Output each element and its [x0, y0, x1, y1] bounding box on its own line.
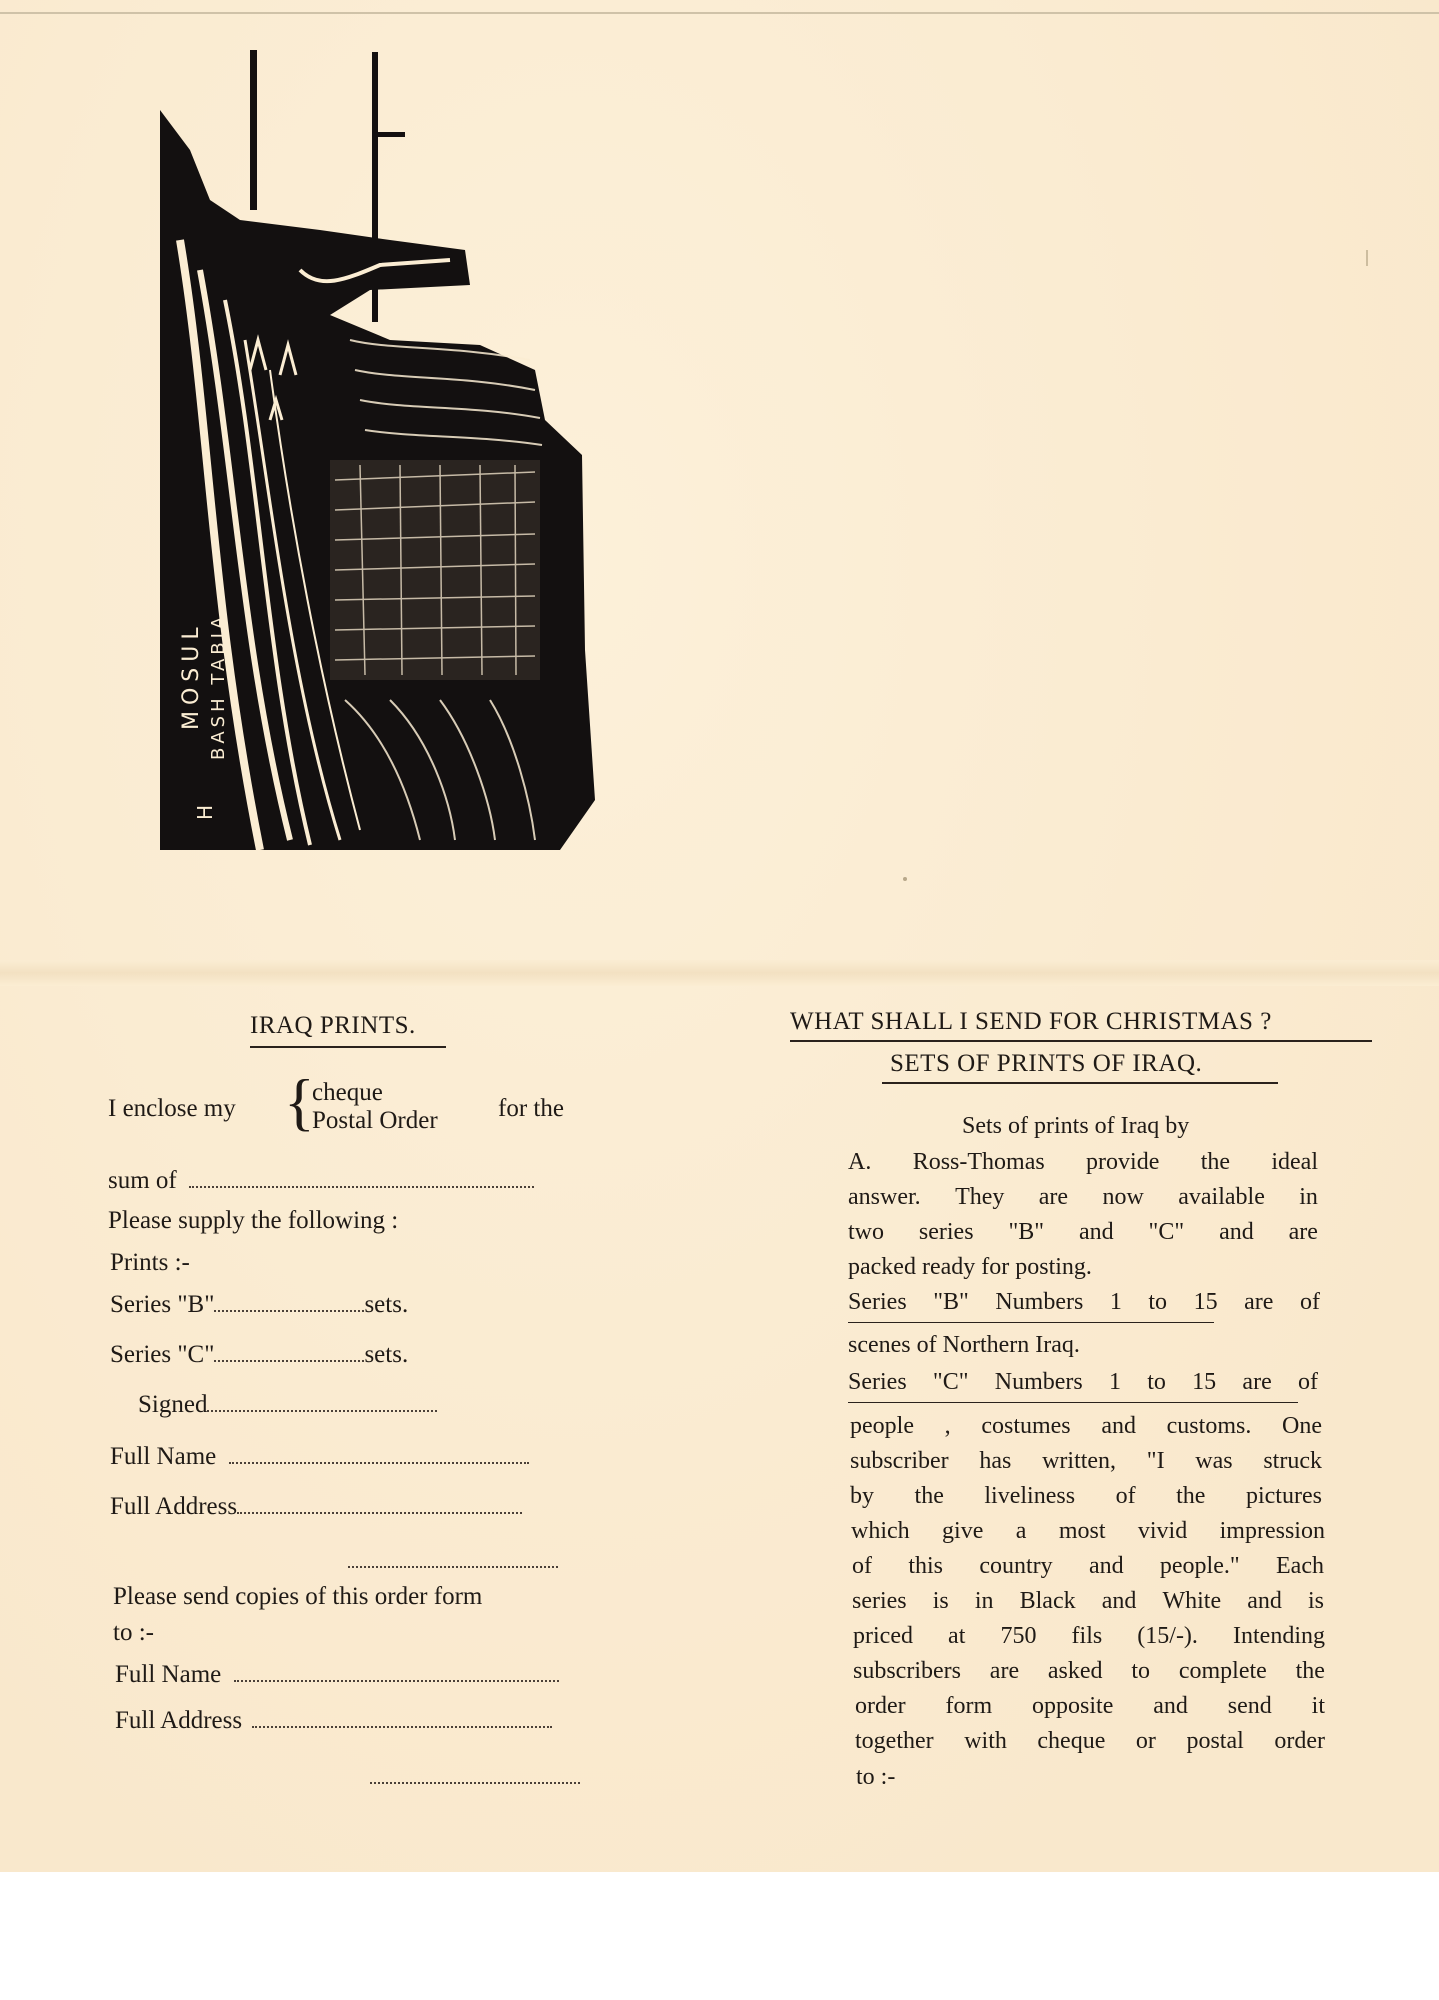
paper-fold [0, 960, 1439, 986]
paper-speck [903, 877, 907, 881]
signed-label: Signed [138, 1391, 208, 1418]
advert-title-underline [790, 1040, 1372, 1042]
recipient-full-name-field[interactable] [234, 1680, 559, 1682]
option-cheque: cheque [312, 1079, 383, 1106]
signature-field[interactable] [207, 1410, 437, 1412]
full-address-label: Full Address [110, 1493, 238, 1520]
recipient-full-address-field[interactable] [252, 1726, 552, 1728]
series-c-quantity-field[interactable] [214, 1360, 364, 1362]
advert-line: A. Ross-Thomas provide the ideal [848, 1149, 1318, 1175]
advert-rule [848, 1322, 1214, 1323]
full-name-field[interactable] [229, 1462, 529, 1464]
full-name-label: Full Name [110, 1443, 217, 1470]
advert-line: Series "B" Numbers 1 to 15 are of [848, 1289, 1320, 1315]
advert-line: priced at 750 fils (15/-). Intending [853, 1623, 1325, 1649]
full-address-field-line2[interactable] [348, 1566, 558, 1568]
enclose-suffix: for the [498, 1095, 564, 1122]
advert-line: by the liveliness of the pictures [850, 1483, 1322, 1509]
advert-line: of this country and people." Each [852, 1553, 1324, 1579]
paper-mark [1366, 250, 1368, 266]
order-form-title: IRAQ PRINTS. [250, 1012, 416, 1039]
advert-line: to :- [856, 1764, 896, 1790]
option-postal-order: Postal Order [312, 1107, 438, 1134]
supply-line: Please supply the following : [108, 1207, 399, 1234]
series-b-suffix: sets. [364, 1291, 409, 1318]
recipient-full-name-label: Full Name [115, 1661, 222, 1688]
advert-line: answer. They are now available in [848, 1184, 1318, 1210]
series-b-label: Series "B" [110, 1291, 215, 1318]
advert-line: which give a most vivid impression [851, 1518, 1325, 1544]
series-b-quantity-field[interactable] [214, 1310, 364, 1312]
advert-subtitle-underline [882, 1082, 1278, 1084]
series-c-suffix: sets. [364, 1341, 409, 1368]
top-edge-rule [0, 12, 1439, 14]
enclose-prefix: I enclose my [108, 1095, 236, 1122]
woodcut-monogram: H [193, 804, 217, 820]
advert-title: WHAT SHALL I SEND FOR CHRISTMAS ? [790, 1008, 1272, 1035]
recipient-full-address-field-line2[interactable] [370, 1782, 580, 1784]
advert-rule [848, 1402, 1298, 1403]
advert-line: scenes of Northern Iraq. [848, 1332, 1080, 1358]
woodcut-caption-mosul: MOSUL [179, 621, 204, 730]
advert-line: people , costumes and customs. One [850, 1413, 1322, 1439]
series-c-label: Series "C" [110, 1341, 215, 1368]
sum-field[interactable] [189, 1186, 534, 1188]
advert-line: together with cheque or postal order [855, 1728, 1325, 1754]
advert-subtitle: SETS OF PRINTS OF IRAQ. [890, 1050, 1203, 1077]
sum-label: sum of [108, 1167, 177, 1194]
copies-line-1: Please send copies of this order form [113, 1583, 483, 1610]
advert-line: order form opposite and send it [855, 1693, 1325, 1719]
full-address-field[interactable] [237, 1512, 522, 1514]
woodcut-caption-bash-tabia: BASH TABIA [208, 612, 229, 760]
advert-line: subscribers are asked to complete the [853, 1658, 1325, 1684]
copies-line-2: to :- [113, 1619, 154, 1646]
advert-line: subscriber has written, "I was struck [850, 1448, 1322, 1474]
advert-line: Series "C" Numbers 1 to 15 are of [848, 1369, 1318, 1395]
advert-line: two series "B" and "C" and are [848, 1219, 1318, 1245]
advert-line: Sets of prints of Iraq by [962, 1113, 1190, 1139]
order-form-title-underline [250, 1046, 446, 1048]
recipient-full-address-label: Full Address [115, 1707, 243, 1734]
woodcut-image-mosul [150, 40, 610, 860]
brace-symbol: { [284, 1066, 315, 1137]
prints-label: Prints :- [110, 1249, 190, 1276]
advert-line: packed ready for posting. [848, 1254, 1092, 1280]
advert-line: series is in Black and White and is [852, 1588, 1324, 1614]
